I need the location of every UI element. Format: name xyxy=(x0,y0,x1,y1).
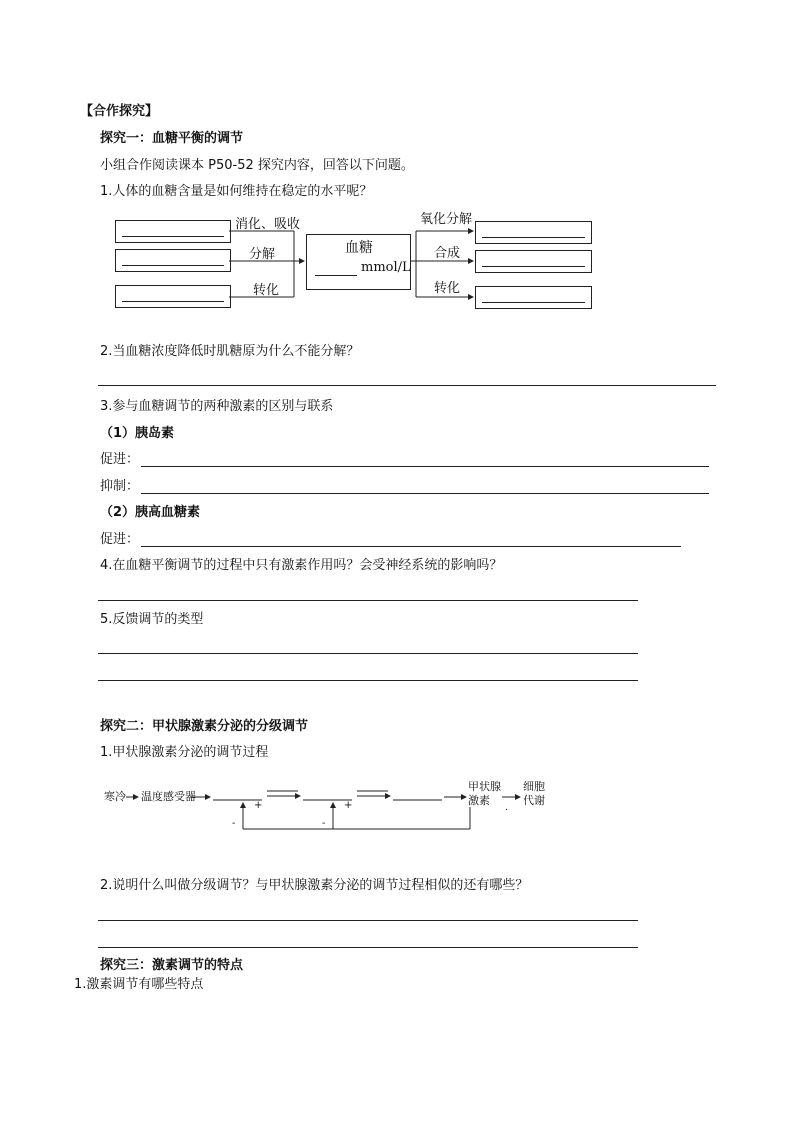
answer-line-q2[interactable] xyxy=(98,385,716,386)
blood-sugar-unit: mmol/L xyxy=(361,260,411,275)
part1-q1: 1.人体的血糖含量是如何维持在稳定的水平呢？ xyxy=(100,184,373,199)
part3-heading: 探究三：激素调节的特点 xyxy=(100,958,244,973)
source-label-1: 消化、吸收 xyxy=(235,217,301,232)
glucagon-promote-line[interactable] xyxy=(141,546,681,547)
thyroid-hormone-label-1: 甲状腺 xyxy=(468,780,501,793)
part1-q2: 2.当血糖浓度降低时肌糖原为什么不能分解？ xyxy=(100,344,360,359)
part1-heading: 探究一：血糖平衡的调节 xyxy=(100,131,244,146)
cell-label-1: 细胞 xyxy=(523,780,545,793)
thyroid-diagram xyxy=(0,770,794,840)
thyroid-hormone-label-2: 激素 xyxy=(468,794,490,807)
output-label-1: 氧化分解 xyxy=(420,212,473,227)
glucagon-promote-label: 促进： xyxy=(100,532,140,547)
cell-label-2: 代谢 xyxy=(523,794,545,807)
blood-sugar-label: 血糖 xyxy=(345,240,373,256)
source-label-2: 分解 xyxy=(249,247,276,262)
part1-intro: 小组合作阅读课本 P50-52 探究内容，回答以下问题。 xyxy=(100,158,414,173)
insulin-promote-line[interactable] xyxy=(141,466,709,467)
insulin-inhibit-label: 抑制： xyxy=(100,479,140,494)
answer-line-q4[interactable] xyxy=(98,600,638,601)
answer-line-q5-1[interactable] xyxy=(98,653,638,654)
part3-q1: 1.激素调节有哪些特点 xyxy=(74,977,204,992)
cold-label: 寒冷 xyxy=(104,790,126,803)
minus-2: - xyxy=(322,818,326,829)
minus-1: - xyxy=(232,818,236,829)
part1-q3: 3.参与血糖调节的两种激素的区别与联系 xyxy=(100,399,334,414)
source-label-3: 转化 xyxy=(253,283,280,298)
output-label-3: 转化 xyxy=(434,281,461,296)
answer-line-p2q2-1[interactable] xyxy=(98,920,638,921)
answer-line-q5-2[interactable] xyxy=(98,680,638,681)
plus-1: + xyxy=(254,800,263,811)
receptor-label: 温度感受器 xyxy=(141,790,196,803)
part2-heading: 探究二：甲状腺激素分泌的分级调节 xyxy=(100,719,309,734)
output-label-2: 合成 xyxy=(434,246,461,261)
part1-q4: 4.在血糖平衡调节的过程中只有激素作用吗？会受神经系统的影响吗？ xyxy=(100,558,503,573)
part2-q1: 1.甲状腺激素分泌的调节过程 xyxy=(100,745,269,760)
part2-q2: 2.说明什么叫做分级调节？与甲状腺激素分泌的调节过程相似的还有哪些？ xyxy=(100,878,529,893)
answer-line-p2q2-2[interactable] xyxy=(98,947,638,948)
part1-q5: 5.反馈调节的类型 xyxy=(100,612,204,627)
blood-sugar-arrows xyxy=(0,0,794,330)
section-title: 【合作探究】 xyxy=(80,104,159,119)
dot-mark: . xyxy=(505,803,508,813)
insulin-promote-label: 促进： xyxy=(100,452,140,467)
q3-glucagon: （2）胰高血糖素 xyxy=(100,505,201,520)
plus-2: + xyxy=(344,800,353,811)
insulin-inhibit-line[interactable] xyxy=(141,493,709,494)
q3-insulin: （1）胰岛素 xyxy=(100,426,175,441)
